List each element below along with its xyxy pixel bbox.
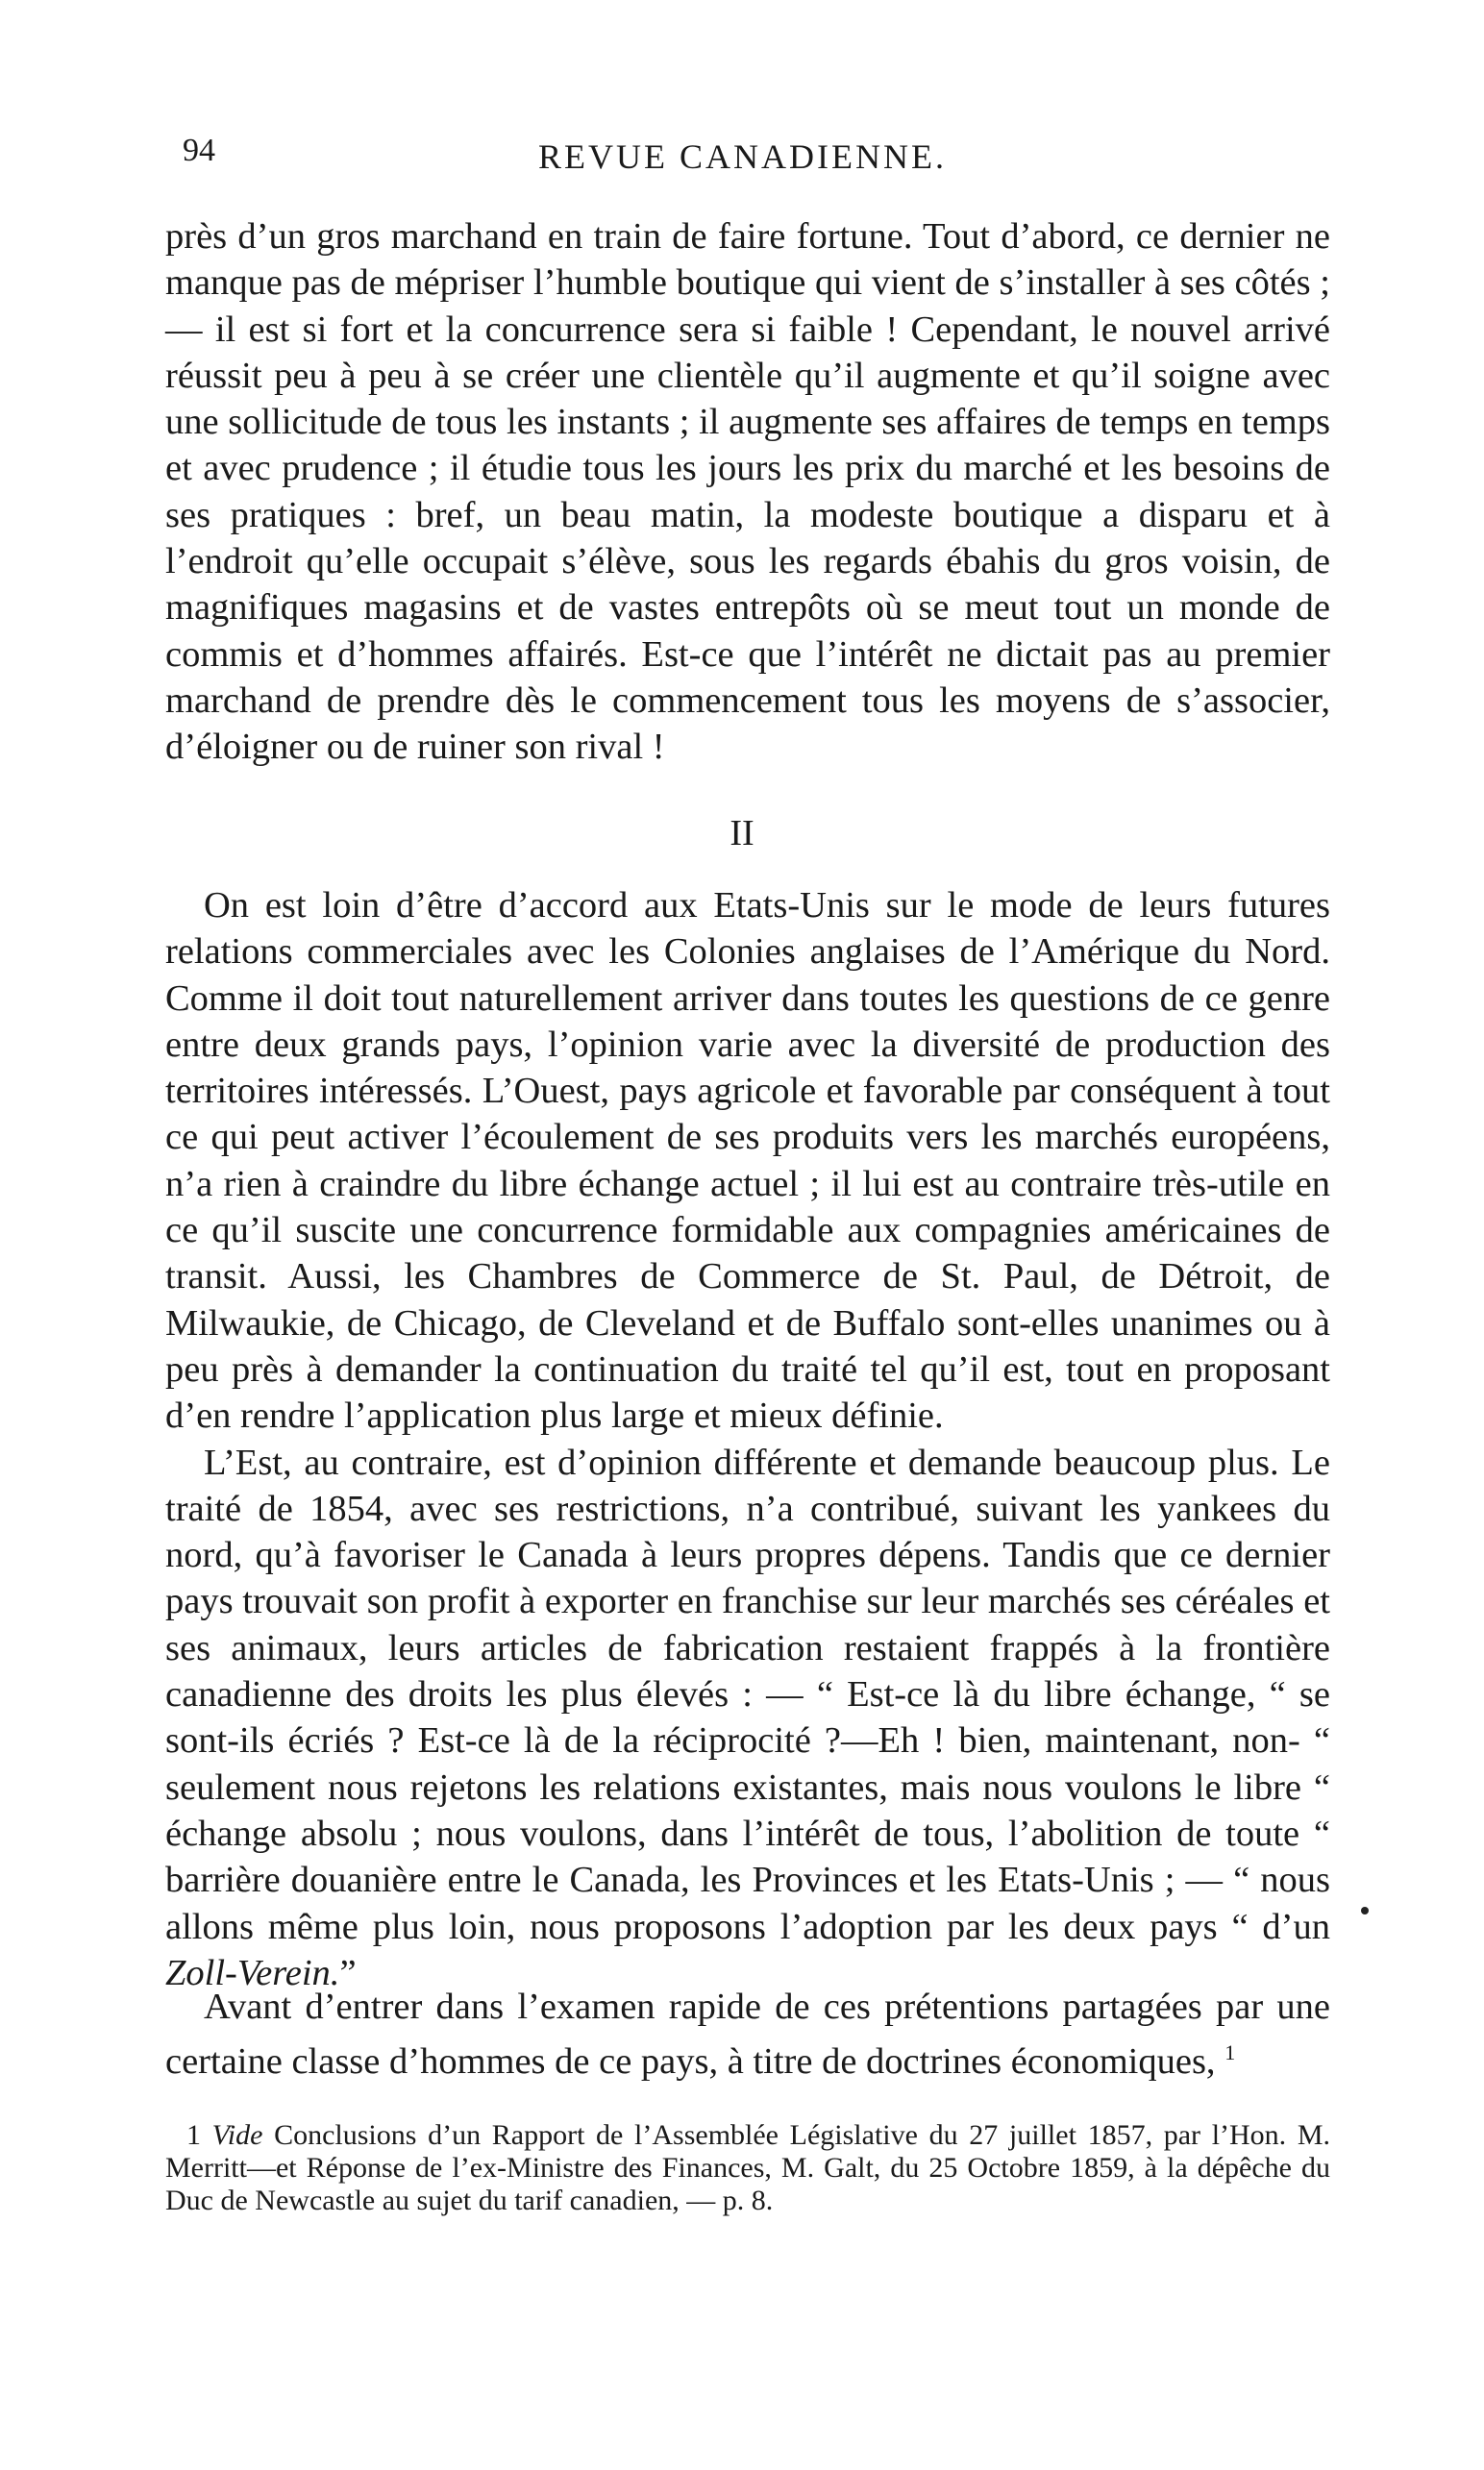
paragraph-continued: près d’un gros marchand en train de faire fortune. Tout d’abord, ce dernier ne manque pas de mépriser l’humble boutique qui vient de s’installer à ses côtés ;— il est si fort et la concurrence sera si faible ! Cependant, le nouvel arrivé réussit peu à peu à se créer une clientèle qu’il augmente et qu’il soigne avec une sollicitude de tous les instants ; il augmente ses affaires de temps en temps et avec prudence ; il étudie tous les jours les prix du marché et les besoins de ses pratiques : bref, un beau matin, la modeste boutique a disparu et à l’endroit qu’elle occupait s’élève, sous les regards ébahis du gros voisin, de magnifiques magasins et de vastes entrepôts où se meut tout un monde de commis et d’hommes affairés. Est-ce que l’intérêt ne dictait pas au premier marchand de prendre dès le commencement tous les moyens de s’associer, d’éloigner ou de ruiner son rival ! [165, 216, 1330, 768]
footnote-text: Conclusions d’un Rapport de l’Assemblée Législative du 27 juillet 1857, par l’Hon. M. Merritt—et Réponse de l’ex-Ministre des Finances, M. Galt, du 25 Octobre 1859, à la dépêche du Duc de Newcastle au sujet du tarif canadien, — p. 8. [165, 2119, 1331, 2216]
closing-quote: ” [339, 1952, 357, 1993]
footnote [165, 2119, 1330, 2217]
footnote-number: 1 [186, 2119, 201, 2151]
section-heading: II [730, 813, 754, 853]
page-header [183, 133, 1336, 190]
paragraph: On est loin d’être d’accord aux Etats-Unis sur le mode de leurs futures relations commerciales avec les Colonies anglaises de l’Amérique du Nord. Comme il doit tout naturellement arriver dans toutes les questions de ce genre entre deux grands pays, l’opinion varie avec la diversité de production des territoires intéressés. L’Ouest, pays agricole et favorable par conséquent à tout ce qui peut activer l’écoulement de ses produits vers les marchés européens, n’a rien à craindre du libre échange actuel ; il lui est au contraire très-utile en ce qu’il suscite une concurrence formidable aux compagnies américaines de transit. Aussi, les Chambres de Commerce de St. Paul, de Détroit, de Milwaukie, de Chicago, de Cleveland et de Buffalo sont-elles unanimes ou à peu près à demander la continuation du traité tel qu’il est, tout en proposant d’en rendre l’application plus large et mieux définie. [165, 885, 1330, 1437]
running-title: REVUE CANADIENNE. [538, 137, 947, 176]
zollverein-term: Zoll-Verein. [165, 1952, 340, 1993]
footnote-reference: 1 [1224, 2040, 1236, 2065]
paragraph-text: Avant d’entrer dans l’examen rapide de ces prétentions partagées par une certaine classe d’hommes de ce pays, à titre de doctrines économiques, [165, 1987, 1330, 2083]
body-text-section [165, 882, 1330, 1996]
paragraph-avant [165, 1984, 1330, 2085]
footnotes [165, 2119, 1330, 2217]
body-text-bottom [165, 1984, 1330, 2085]
paragraph-with-quote [165, 1440, 1330, 1997]
ink-speck [1361, 1907, 1369, 1914]
body-text-top [165, 213, 1330, 771]
footnote-vide: Vide [211, 2119, 263, 2151]
page-number: 94 [183, 133, 215, 168]
paragraph-text: L’Est, au contraire, est d’opinion différente et demande beaucoup plus. Le traité de 1854, avec ses restrictions, n’a contribué, suivant les yankees du nord, qu’à favoriser le Canada à leurs propres dépens. Tandis que ce dernier pays trouvait son profit à exporter en franchise sur leur marchés ses céréales et ses animaux, leurs articles de fabrication restaient frappés à la frontière canadienne des droits les plus élevés : — “ Est-ce là du libre échange, “ se sont-ils écriés ? Est-ce là de la réciprocité ?—Eh ! bien, maintenant, non- “ seulement nous rejetons les relations existantes, mais nous voulons le libre “ échange absolu ; nous voulons, dans l’intérêt de tous, l’abolition de toute “ barrière douanière entre le Canada, les Provinces et les Etats-Unis ; — “ nous allons même plus loin, nous proposons l’adoption par les deux pays “ d’un [165, 1442, 1330, 1947]
